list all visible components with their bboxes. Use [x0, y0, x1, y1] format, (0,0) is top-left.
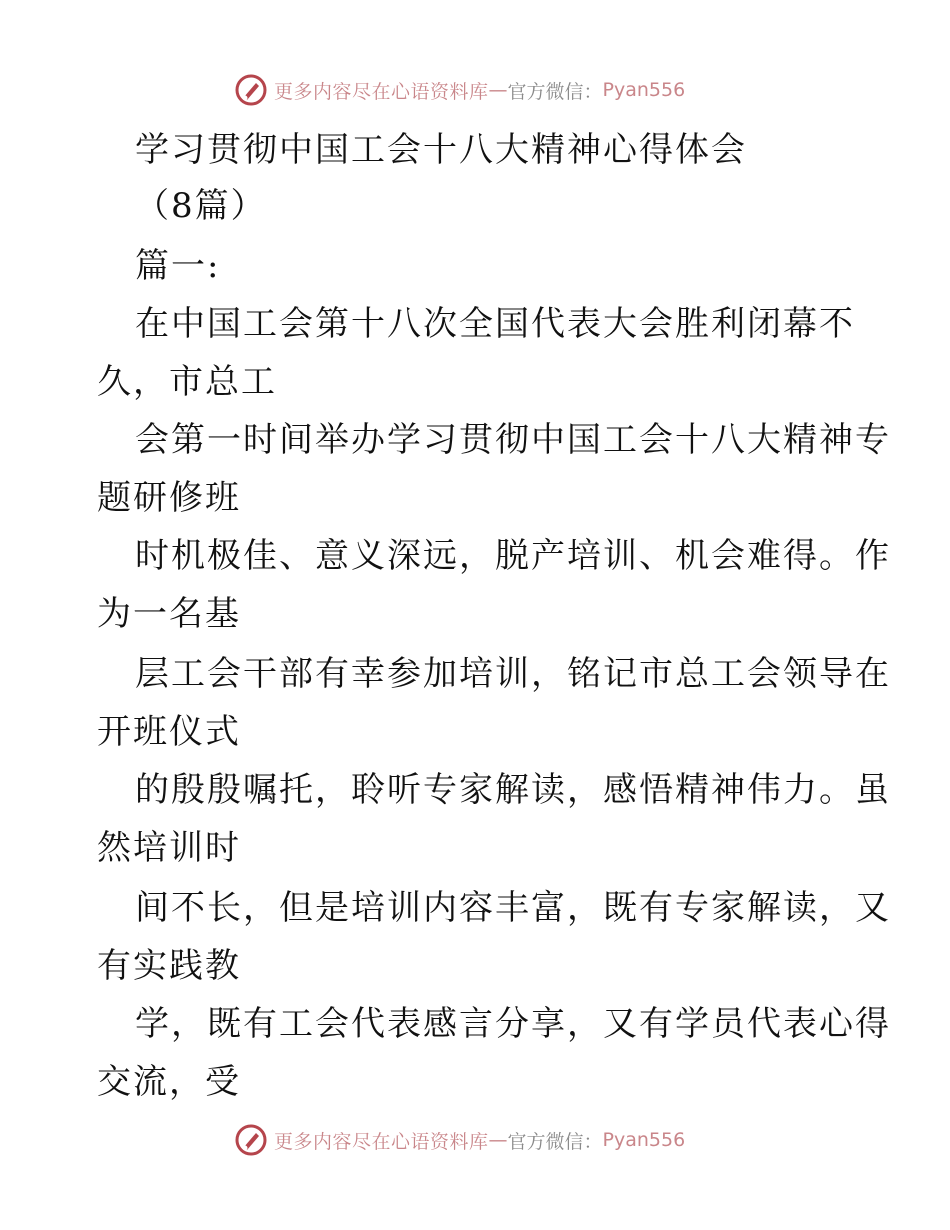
paragraph-line: 层工会干部有幸参加培训，铭记市总工会领导在: [135, 654, 891, 694]
watermark-wechat-id: Pyan556: [602, 79, 686, 101]
paragraph-line: 久，市总工: [97, 362, 277, 402]
watermark-header: [234, 72, 685, 108]
paragraph-line: 会第一时间举办学习贯彻中国工会十八大精神专: [135, 420, 891, 460]
paragraph-line: 在中国工会第十八次全国代表大会胜利闭幕不: [135, 304, 855, 344]
paragraph-line: 学，既有工会代表感言分享，又有学员代表心得: [135, 1004, 891, 1044]
paragraph-line: 时机极佳、意义深远，脱产培训、机会难得。作: [135, 536, 891, 576]
paragraph-line: 交流，受: [97, 1062, 241, 1102]
watermark-dash: —: [488, 1129, 508, 1151]
paragraph-line: 然培训时: [97, 828, 241, 868]
watermark-dash: —: [488, 79, 508, 101]
document-title-count: （8篇）: [135, 186, 267, 226]
paragraph-line: 题研修班: [97, 478, 241, 518]
paragraph-line: 开班仪式: [97, 712, 241, 752]
paragraph-line: 的殷殷嘱托，聆听专家解读，感悟精神伟力。虽: [135, 770, 891, 810]
paragraph-line: 为一名基: [97, 594, 241, 634]
paragraph-line: 有实践教: [97, 946, 241, 986]
pen-seal-icon: [234, 1123, 268, 1157]
document-title: 学习贯彻中国工会十八大精神心得体会: [135, 130, 747, 170]
pen-seal-icon: [234, 73, 268, 107]
section-heading: 篇一:: [135, 246, 221, 286]
watermark-text: 更多内容尽在心语资料库: [274, 80, 489, 103]
watermark-footer: [234, 1122, 685, 1158]
watermark-wechat-label: 官方微信：: [507, 1130, 603, 1153]
watermark-wechat-label: 官方微信：: [507, 80, 603, 103]
watermark-text: 更多内容尽在心语资料库: [274, 1130, 489, 1153]
paragraph-line: 间不长，但是培训内容丰富，既有专家解读，又: [135, 888, 891, 928]
watermark-wechat-id: Pyan556: [602, 1129, 686, 1151]
